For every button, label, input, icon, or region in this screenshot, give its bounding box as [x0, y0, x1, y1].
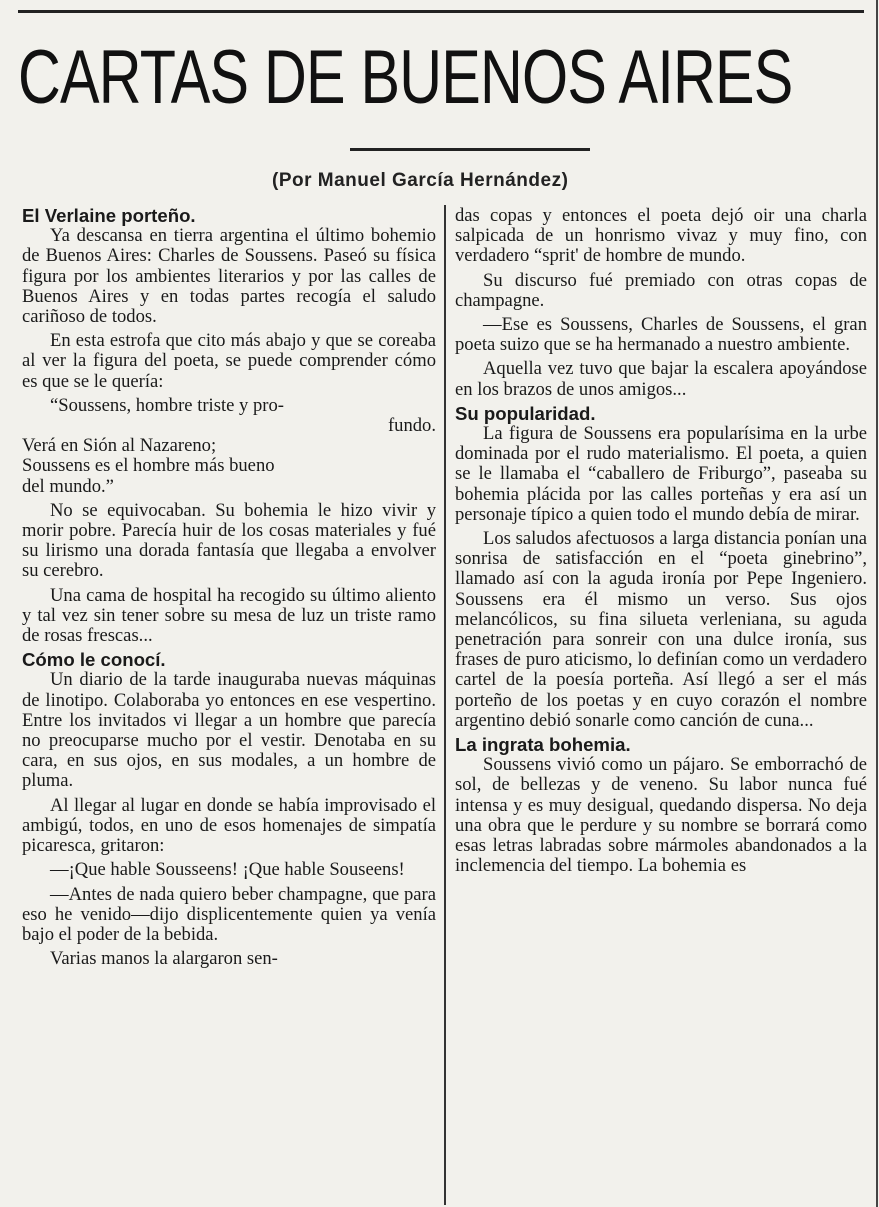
paragraph: No se equivocaban. Su bohemia le hizo vivir y morir pobre. Parecía huir de los cosas materiales y fué su lirismo una dorada fantasía que llegaba a envolver su cerebro. — [22, 499, 436, 582]
paragraph: Una cama de hospital ha recogido su último aliento y tal vez sin tener sobre su mesa de luz un triste ramo de rosas frescas... — [22, 584, 436, 647]
section-heading: El Verlaine porteño. — [22, 206, 196, 226]
headline: CARTAS DE BUENOS AIRES — [18, 35, 793, 120]
paragraph: Aquella vez tuvo que bajar la escalera apoyándose en los brazos de unos amigos... — [455, 358, 867, 400]
paragraph: Varias manos la alargaron sen- — [50, 948, 278, 970]
paragraph: Ya descansa en tierra argentina el último bohemio de Buenos Aires: Charles de Soussens. Paseó su física figura por los ambientes literarios y por las calles de Buenos Aires y en todas partes recogía el saludo cariñoso de todos. — [22, 225, 436, 328]
section-heading: La ingrata bohemia. — [455, 734, 631, 756]
paragraph: Un diario de la tarde inauguraba nuevas máquinas de linotipo. Colaboraba yo entonces en ese vespertino. Entre los invitados vi llegar a un hombre que parecía no preocuparse mucho por el vestir. Denotaba en su cara, en sus ojos, en sus modales, a un hombre de pluma. — [22, 669, 436, 792]
verse-block — [22, 396, 436, 497]
verse-line: Soussens es el hombre más bueno — [22, 455, 275, 477]
paragraph: La figura de Soussens era popularísima en la urbe dominada por el rudo materialismo. El poeta, a quien se le llamaba el “caballero de Friburgo”, paseaba su bohemia plácida por las calles porteñas y era así un personaje típico a quien todo el mundo debía de mirar. — [455, 423, 867, 525]
page-edge-rule — [876, 0, 878, 1207]
left-column — [22, 206, 436, 1206]
paragraph: —Ese es Soussens, Charles de Soussens, el gran poeta suizo que se ha hermanado a nuestro ambiente. — [455, 314, 867, 356]
top-rule — [18, 10, 864, 13]
paragraph: —Antes de nada quiero beber champagne, que para eso he venido—dijo displicentemente quien ya venía bajo el poder de la bebida. — [22, 883, 436, 945]
paragraph: das copas y entonces el poeta dejó oir una charla salpicada de un honrismo vivaz y muy fino, con verdadero “sprit' de hombre de mundo. — [455, 206, 867, 267]
verse-line: fundo. — [387, 415, 436, 437]
right-column — [455, 206, 867, 1206]
section-heading: Cómo le conocí. — [22, 649, 166, 671]
byline: (Por Manuel García Hernández) — [272, 170, 569, 191]
verse-line: Verá en Sión al Nazareno; — [22, 435, 217, 457]
headline-divider — [350, 148, 590, 151]
section-heading: Su popularidad. — [455, 402, 596, 424]
verse-line: del mundo.” — [22, 475, 114, 497]
paragraph: Su discurso fué premiado con otras copas de champagne. — [455, 269, 867, 311]
column-divider — [444, 205, 446, 1205]
paragraph: Al llegar al lugar en donde se había improvisado el ambigú, todos, en uno de esos homenajes de simpatía picaresca, gritaron: — [22, 794, 436, 857]
paragraph: —¡Que hable Sousseens! ¡Que hable Souseens! — [50, 859, 405, 881]
verse-line: “Soussens, hombre triste y pro- — [50, 394, 284, 416]
paragraph: En esta estrofa que cito más abajo y que se coreaba al ver la figura del poeta, se puede comprender cómo es que se le quería: — [22, 330, 436, 392]
paragraph: Soussens vivió como un pájaro. Se emborrachó de sol, de bellezas y de veneno. Su labor nunca fué intensa y es muy desigual, quedando dispersa. No deja una obra que le perdure y su nombre se borrará como esas letras labradas sobre mármoles abandonados a la inclemencia del tiempo. La bohemia es — [455, 754, 867, 877]
paragraph: Los saludos afectuosos a larga distancia ponían una sonrisa de satisfacción en el “poeta ginebrino”, llamado así con la aguda ironía por Pepe Ingeniero. Soussens era él mismo un verso. Sus ojos melancólicos, su fina silueta verleniana, su aguda penetración para sonreir con una dulce ironía, sus frases de puro aticismo, lo definían como un verdadero cartel de la poesía porteña. Así llegó a ser el más porteño de los poetas y en cuyo corazón el nombre argentino debió sonarle como canción de cuna... — [455, 528, 867, 731]
